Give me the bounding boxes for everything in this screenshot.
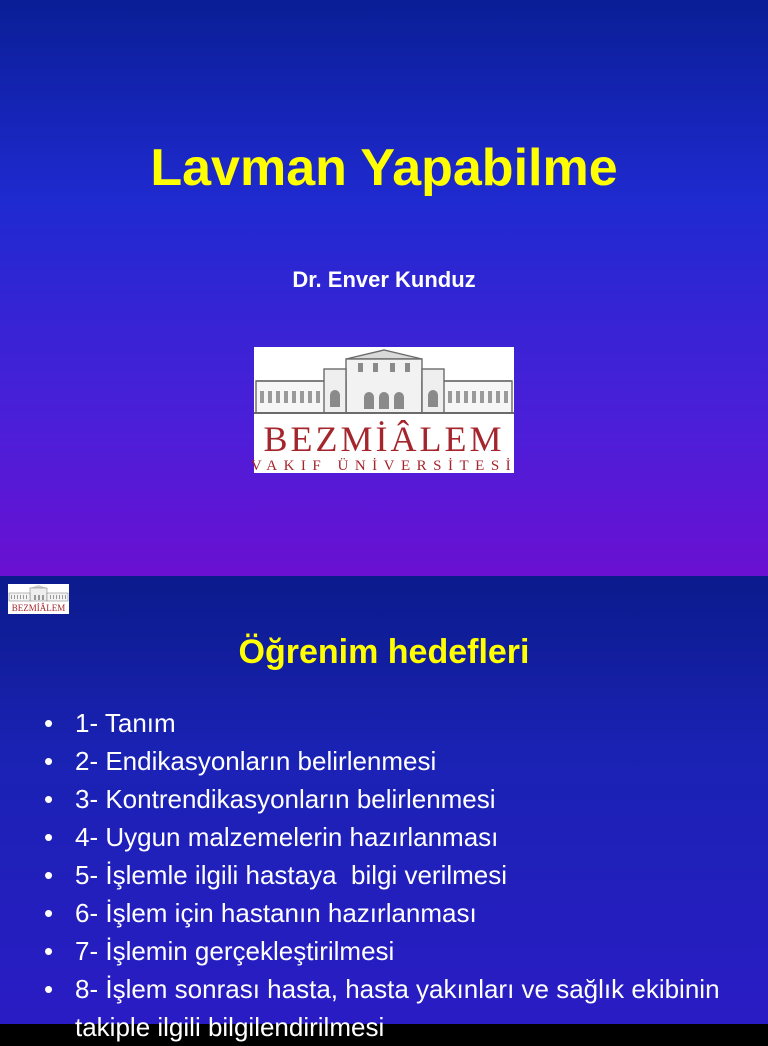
- list-item: • 5- İşlemle ilgili hastaya bilgi verilmesi: [44, 856, 744, 894]
- university-building-icon: [250, 347, 518, 474]
- logo-wordmark: BEZMİÂLEM: [263, 419, 505, 459]
- bullet-icon: •: [44, 746, 54, 776]
- bullet-icon: •: [44, 708, 54, 738]
- bezmialem-logo-small: [8, 584, 69, 614]
- list-item: • 1- Tanım: [44, 704, 744, 742]
- list-item: • 3- Kontrendikasyonların belirlenmesi: [44, 780, 744, 818]
- bullet-icon: •: [44, 936, 54, 966]
- list-item: • 2- Endikasyonların belirlenmesi: [44, 742, 744, 780]
- objectives-heading: Öğrenim hedefleri: [238, 633, 530, 671]
- bullet-icon: •: [44, 898, 54, 928]
- logo-wordmark-small: BEZMİÂLEM: [11, 603, 66, 613]
- list-item: • 4- Uygun malzemelerin hazırlanması: [44, 818, 744, 856]
- list-item: • 6- İşlem için hastanın hazırlanması: [44, 894, 744, 932]
- bullet-icon: •: [44, 822, 54, 852]
- university-building-icon: [8, 584, 69, 614]
- list-item: • 7- İşlemin gerçekleştirilmesi: [44, 932, 744, 970]
- bullet-icon: •: [44, 974, 54, 1004]
- list-item: • 8- İşlem sonrası hasta, hasta yakınları ve sağlık ekibinin takiple ilgili bilgilendirilmesi: [44, 970, 744, 1046]
- bezmialem-logo: [250, 347, 518, 474]
- bullet-icon: •: [44, 784, 54, 814]
- author-name: Dr. Enver Kunduz: [292, 267, 476, 292]
- slide-title: Lavman Yapabilme: [150, 139, 618, 197]
- logo-subtitle: VAKIF ÜNİVERSİTESİ: [250, 458, 518, 474]
- bullet-icon: •: [44, 860, 54, 890]
- objectives-list: [44, 704, 744, 1046]
- objectives-slide: [0, 576, 768, 1042]
